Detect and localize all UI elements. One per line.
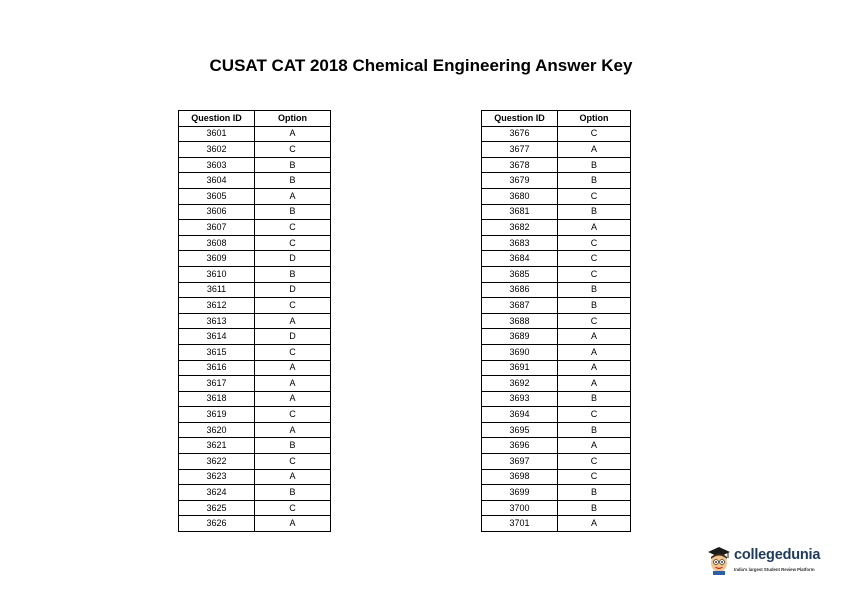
- table-row: [179, 454, 331, 470]
- question-id-cell: 3676: [482, 126, 558, 142]
- option-cell: A: [558, 220, 631, 236]
- question-id-cell: 3611: [179, 282, 255, 298]
- table-row: [179, 391, 331, 407]
- option-cell: A: [558, 376, 631, 392]
- table-row: [179, 142, 331, 158]
- table-body: [482, 126, 631, 531]
- table-header-row: [179, 111, 331, 127]
- question-id-cell: 3688: [482, 313, 558, 329]
- table-row: [482, 313, 631, 329]
- table-row: [482, 469, 631, 485]
- table-row: [482, 360, 631, 376]
- question-id-cell: 3604: [179, 173, 255, 189]
- option-cell: D: [255, 329, 331, 345]
- option-cell: C: [558, 407, 631, 423]
- table-row: [179, 329, 331, 345]
- option-cell: B: [558, 157, 631, 173]
- question-id-cell: 3613: [179, 313, 255, 329]
- table-row: [482, 422, 631, 438]
- question-id-cell: 3681: [482, 204, 558, 220]
- option-cell: B: [558, 204, 631, 220]
- table-row: [482, 220, 631, 236]
- option-cell: A: [255, 376, 331, 392]
- question-id-cell: 3690: [482, 344, 558, 360]
- table-row: [179, 422, 331, 438]
- option-cell: A: [255, 126, 331, 142]
- table-row: [482, 454, 631, 470]
- table-body: [179, 126, 331, 531]
- option-cell: A: [558, 142, 631, 158]
- table-row: [482, 251, 631, 267]
- question-id-cell: 3602: [179, 142, 255, 158]
- option-cell: B: [255, 173, 331, 189]
- option-cell: C: [255, 142, 331, 158]
- option-cell: C: [558, 188, 631, 204]
- question-id-cell: 3607: [179, 220, 255, 236]
- question-id-cell: 3622: [179, 454, 255, 470]
- question-id-cell: 3618: [179, 391, 255, 407]
- question-id-cell: 3610: [179, 266, 255, 282]
- question-id-cell: 3609: [179, 251, 255, 267]
- question-id-cell: 3700: [482, 500, 558, 516]
- question-id-cell: 3625: [179, 500, 255, 516]
- option-cell: C: [558, 126, 631, 142]
- option-cell: A: [558, 516, 631, 532]
- table-row: [482, 204, 631, 220]
- question-id-cell: 3684: [482, 251, 558, 267]
- student-face-icon: [706, 545, 732, 575]
- table-row: [179, 376, 331, 392]
- question-id-cell: 3689: [482, 329, 558, 345]
- option-cell: B: [558, 485, 631, 501]
- option-cell: C: [558, 469, 631, 485]
- question-id-cell: 3687: [482, 298, 558, 314]
- option-cell: C: [558, 235, 631, 251]
- question-id-cell: 3617: [179, 376, 255, 392]
- column-header-question-id: Question ID: [482, 111, 558, 127]
- answer-key-table-right: [481, 110, 631, 532]
- question-id-cell: 3679: [482, 173, 558, 189]
- option-cell: B: [558, 298, 631, 314]
- table-row: [179, 282, 331, 298]
- table-row: [482, 142, 631, 158]
- option-cell: C: [255, 235, 331, 251]
- table-row: [482, 298, 631, 314]
- question-id-cell: 3677: [482, 142, 558, 158]
- question-id-cell: 3619: [179, 407, 255, 423]
- question-id-cell: 3692: [482, 376, 558, 392]
- question-id-cell: 3686: [482, 282, 558, 298]
- table-row: [482, 329, 631, 345]
- question-id-cell: 3696: [482, 438, 558, 454]
- question-id-cell: 3606: [179, 204, 255, 220]
- column-header-option: Option: [255, 111, 331, 127]
- question-id-cell: 3699: [482, 485, 558, 501]
- table-row: [179, 485, 331, 501]
- question-id-cell: 3608: [179, 235, 255, 251]
- table-row: [482, 282, 631, 298]
- table-row: [482, 376, 631, 392]
- option-cell: B: [558, 500, 631, 516]
- question-id-cell: 3685: [482, 266, 558, 282]
- option-cell: A: [255, 188, 331, 204]
- table-row: [179, 188, 331, 204]
- table-row: [482, 485, 631, 501]
- option-cell: A: [255, 516, 331, 532]
- question-id-cell: 3621: [179, 438, 255, 454]
- option-cell: C: [255, 220, 331, 236]
- table-row: [179, 235, 331, 251]
- table-row: [179, 344, 331, 360]
- option-cell: B: [558, 173, 631, 189]
- question-id-cell: 3603: [179, 157, 255, 173]
- question-id-cell: 3614: [179, 329, 255, 345]
- collegedunia-logo: [706, 545, 836, 585]
- table-row: [179, 407, 331, 423]
- table-row: [179, 251, 331, 267]
- question-id-cell: 3695: [482, 422, 558, 438]
- table-row: [179, 313, 331, 329]
- option-cell: A: [558, 360, 631, 376]
- option-cell: B: [558, 282, 631, 298]
- option-cell: A: [255, 313, 331, 329]
- option-cell: C: [558, 266, 631, 282]
- question-id-cell: 3624: [179, 485, 255, 501]
- option-cell: A: [558, 329, 631, 345]
- option-cell: B: [255, 438, 331, 454]
- option-cell: C: [255, 407, 331, 423]
- table-row: [482, 407, 631, 423]
- table-row: [179, 204, 331, 220]
- question-id-cell: 3680: [482, 188, 558, 204]
- column-header-question-id: Question ID: [179, 111, 255, 127]
- question-id-cell: 3601: [179, 126, 255, 142]
- option-cell: A: [255, 391, 331, 407]
- option-cell: C: [255, 454, 331, 470]
- option-cell: A: [255, 469, 331, 485]
- table-row: [482, 235, 631, 251]
- table-row: [482, 516, 631, 532]
- question-id-cell: 3626: [179, 516, 255, 532]
- option-cell: B: [255, 204, 331, 220]
- option-cell: A: [558, 344, 631, 360]
- table-row: [482, 188, 631, 204]
- question-id-cell: 3615: [179, 344, 255, 360]
- table-row: [482, 266, 631, 282]
- table-row: [482, 173, 631, 189]
- table-row: [179, 220, 331, 236]
- table-row: [482, 438, 631, 454]
- question-id-cell: 3693: [482, 391, 558, 407]
- table-header-row: [482, 111, 631, 127]
- option-cell: A: [558, 438, 631, 454]
- question-id-cell: 3683: [482, 235, 558, 251]
- option-cell: A: [255, 422, 331, 438]
- table-row: [179, 500, 331, 516]
- question-id-cell: 3616: [179, 360, 255, 376]
- question-id-cell: 3694: [482, 407, 558, 423]
- question-id-cell: 3691: [482, 360, 558, 376]
- question-id-cell: 3701: [482, 516, 558, 532]
- table-row: [179, 298, 331, 314]
- table-row: [179, 266, 331, 282]
- table-row: [179, 438, 331, 454]
- option-cell: C: [558, 251, 631, 267]
- option-cell: B: [255, 157, 331, 173]
- page-title: CUSAT CAT 2018 Chemical Engineering Answer Key: [209, 56, 633, 75]
- question-id-cell: 3698: [482, 469, 558, 485]
- question-id-cell: 3605: [179, 188, 255, 204]
- option-cell: B: [558, 422, 631, 438]
- logo-wordmark: collegedunia: [734, 547, 821, 563]
- question-id-cell: 3612: [179, 298, 255, 314]
- table-row: [482, 126, 631, 142]
- option-cell: B: [255, 485, 331, 501]
- answer-key-table-left: [178, 110, 331, 532]
- option-cell: B: [558, 391, 631, 407]
- table-row: [179, 126, 331, 142]
- question-id-cell: 3697: [482, 454, 558, 470]
- table-row: [482, 157, 631, 173]
- table-row: [482, 500, 631, 516]
- option-cell: D: [255, 251, 331, 267]
- option-cell: B: [255, 266, 331, 282]
- question-id-cell: 3620: [179, 422, 255, 438]
- option-cell: C: [255, 298, 331, 314]
- table-row: [179, 516, 331, 532]
- question-id-cell: 3682: [482, 220, 558, 236]
- table-row: [179, 157, 331, 173]
- question-id-cell: 3678: [482, 157, 558, 173]
- option-cell: C: [255, 344, 331, 360]
- option-cell: C: [255, 500, 331, 516]
- option-cell: A: [255, 360, 331, 376]
- question-id-cell: 3623: [179, 469, 255, 485]
- logo-tagline: India's largest Student Review Platform: [734, 567, 815, 572]
- table-row: [179, 173, 331, 189]
- table-row: [482, 391, 631, 407]
- table-row: [179, 360, 331, 376]
- option-cell: D: [255, 282, 331, 298]
- table-row: [179, 469, 331, 485]
- column-header-option: Option: [558, 111, 631, 127]
- table-row: [482, 344, 631, 360]
- option-cell: C: [558, 454, 631, 470]
- option-cell: C: [558, 313, 631, 329]
